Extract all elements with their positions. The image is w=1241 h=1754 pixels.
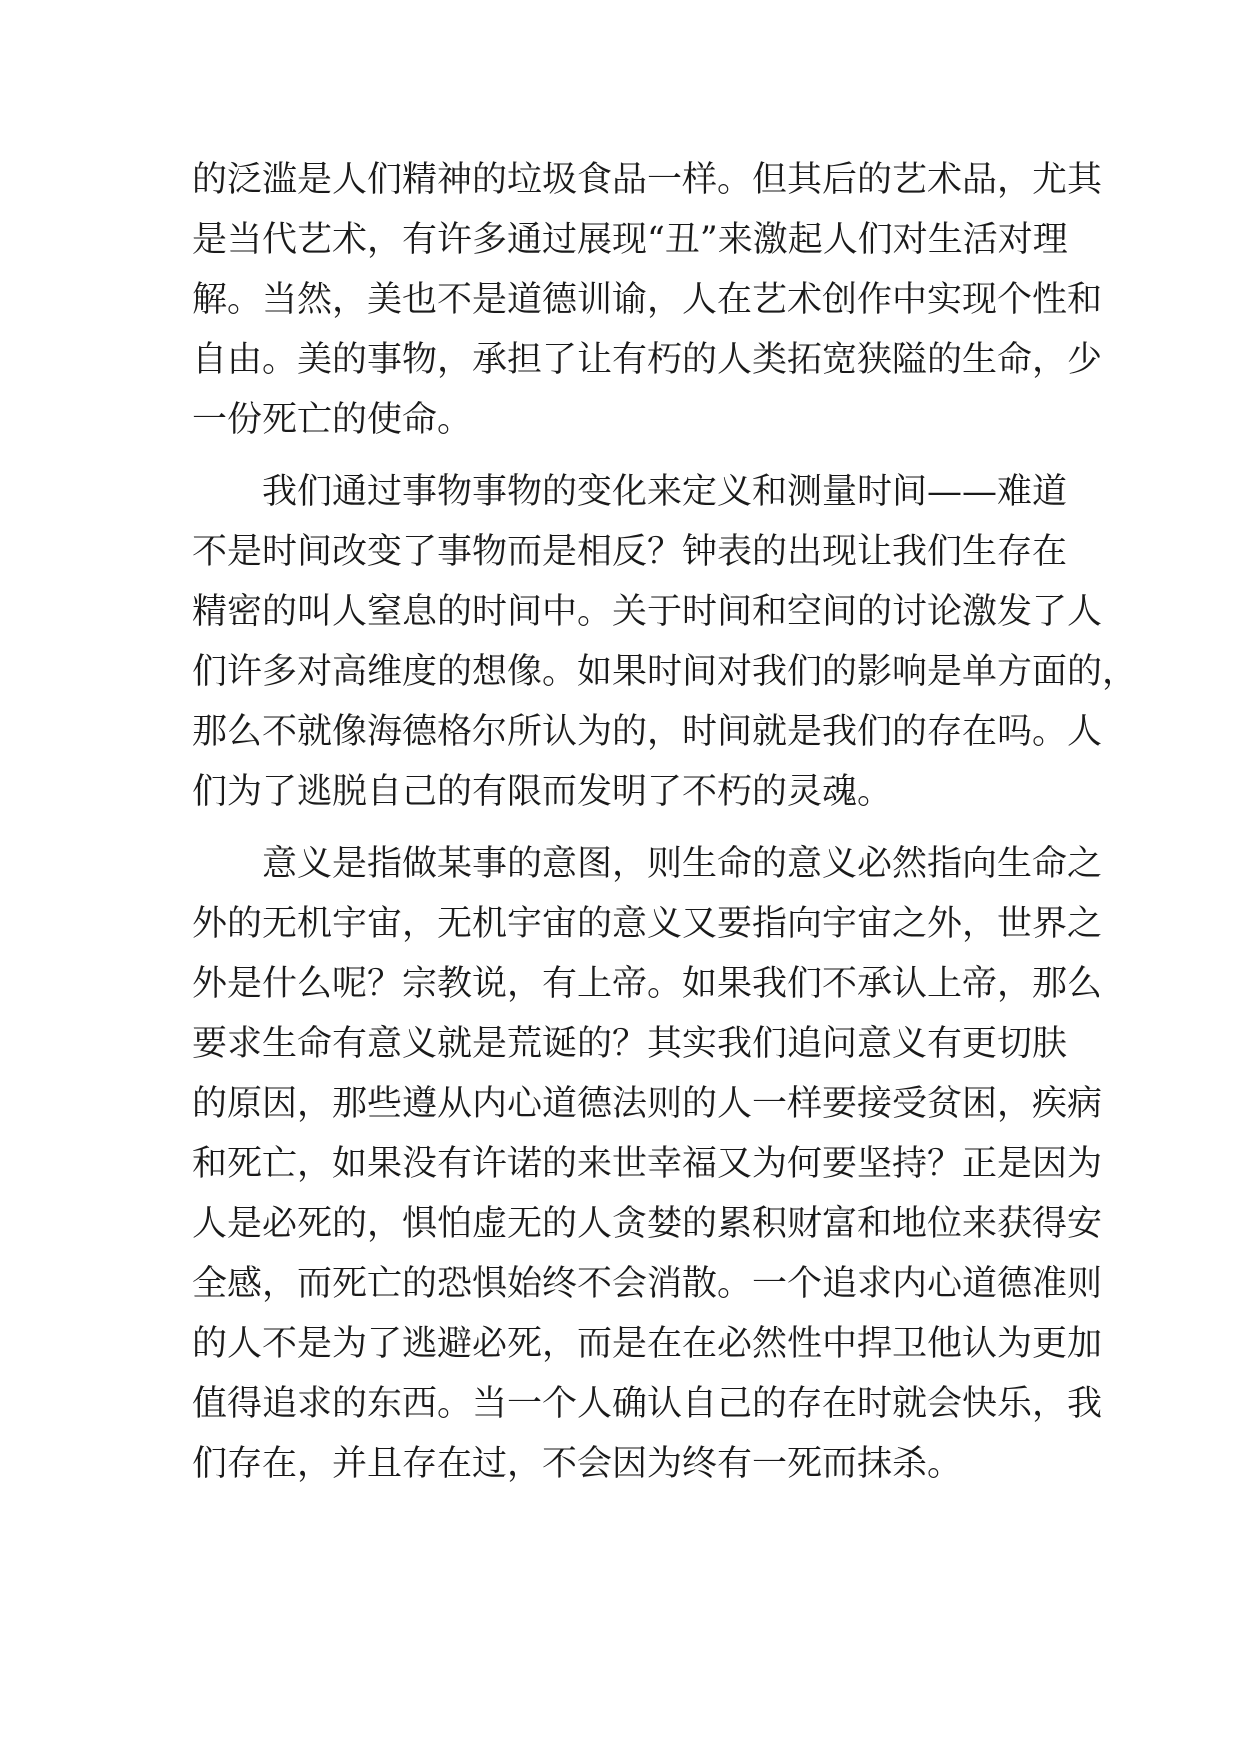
paragraph-gap	[192, 450, 1052, 462]
paragraph-gap	[192, 822, 1052, 834]
text-line: 我们通过事物事物的变化来定义和测量时间——难道	[262, 472, 1068, 512]
text-line: 不是时间改变了事物而是相反？钟表的出现让我们生存在	[192, 532, 1068, 572]
text-line: 和死亡，如果没有许诺的来世幸福又为何要坚持？正是因为	[192, 1144, 1103, 1184]
text-line: 精密的叫人窒息的时间中。关于时间和空间的讨论激发了人	[192, 592, 1103, 632]
text-line: 解。当然，美也不是道德训谕，人在艺术创作中实现个性和	[192, 280, 1103, 320]
text-line: 要求生命有意义就是荒诞的？其实我们追问意义有更切肤	[192, 1024, 1068, 1064]
text-line: 们为了逃脱自己的有限而发明了不朽的灵魂。	[192, 772, 893, 812]
paragraph-2	[192, 462, 1138, 822]
body-text	[192, 150, 1138, 1494]
text-line: 自由。美的事物，承担了让有朽的人类拓宽狭隘的生命，少	[192, 340, 1103, 380]
text-line: 全感，而死亡的恐惧始终不会消散。一个追求内心道德准则	[192, 1264, 1103, 1304]
text-line: 人是必死的，惧怕虚无的人贪婪的累积财富和地位来获得安	[192, 1204, 1103, 1244]
text-line: 外是什么呢？宗教说，有上帝。如果我们不承认上帝，那么	[192, 964, 1103, 1004]
text-line: 是当代艺术，有许多通过展现“丑”来激起人们对生活对理	[192, 220, 1068, 260]
text-line: 们存在，并且存在过，不会因为终有一死而抹杀。	[192, 1444, 963, 1484]
paragraph-3	[192, 834, 1103, 1494]
text-line: 的泛滥是人们精神的垃圾食品一样。但其后的艺术品，尤其	[192, 160, 1103, 200]
text-line: 值得追求的东西。当一个人确认自己的存在时就会快乐，我	[192, 1384, 1103, 1424]
paragraph-1	[192, 150, 1103, 450]
text-line: 一份死亡的使命。	[192, 400, 473, 440]
text-line: 那么不就像海德格尔所认为的，时间就是我们的存在吗。人	[192, 712, 1103, 752]
text-line: 们许多对高维度的想像。如果时间对我们的影响是单方面的，	[192, 652, 1138, 692]
text-line: 的原因，那些遵从内心道德法则的人一样要接受贫困，疾病	[192, 1084, 1103, 1124]
text-line: 的人不是为了逃避必死，而是在在必然性中捍卫他认为更加	[192, 1324, 1103, 1364]
text-line: 意义是指做某事的意图，则生命的意义必然指向生命之	[262, 844, 1103, 884]
text-line: 外的无机宇宙，无机宇宙的意义又要指向宇宙之外，世界之	[192, 904, 1103, 944]
